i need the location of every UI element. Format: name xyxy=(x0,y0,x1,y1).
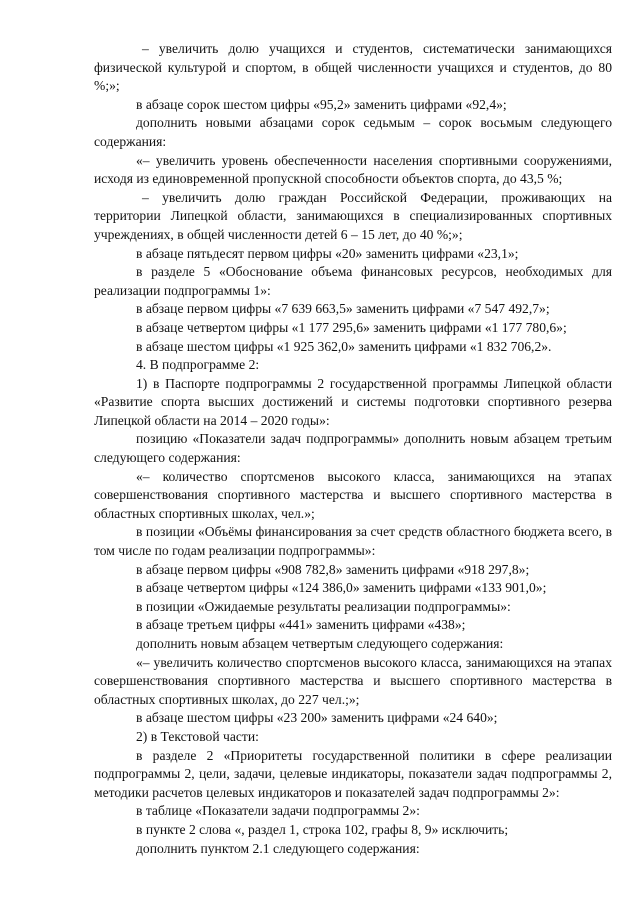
paragraph-first-figures: в абзаце первом цифры «7 639 663,5» заменить цифрами «7 547 492,7»; xyxy=(136,301,550,317)
paragraph-sixth-figures: в абзаце шестом цифры «1 925 362,0» заменить цифрами «1 832 706,2». xyxy=(136,338,552,354)
paragraph-51: в абзаце пятьдесят первом цифры «20» заменить цифрами «23,1»; xyxy=(136,245,519,261)
paragraph-add-47-48: дополнить новыми абзацами сорок седьмым – сорок восьмым следующего содержания: xyxy=(94,115,612,149)
paragraph-children-share: – увеличить долю граждан Российской Федерации, проживающих на территории Липецкой области, занимающихся в специализированных спортивных учреждениях, в общей численности детей 6 – 15 лет, до 40 %;»; xyxy=(94,189,612,242)
paragraph-funding-first: в абзаце первом цифры «908 782,8» заменить цифрами «918 297,8»; xyxy=(136,561,530,577)
paragraph-section-5: в разделе 5 «Обоснование объема финансовых ресурсов, необходимых для реализации подпрограммы 1»: xyxy=(94,264,612,298)
paragraph-funding-fourth: в абзаце четвертом цифры «124 386,0» заменить цифрами «133 901,0»; xyxy=(136,580,547,596)
paragraph-sports-facilities: «– увеличить уровень обеспеченности населения спортивными сооружениями, исходя из единовременной пропускной способности объектов спорта, до 43,5 %; xyxy=(94,152,612,187)
paragraph-add-fourth: дополнить новым абзацем четвертым следующего содержания: xyxy=(136,636,504,651)
paragraph-expected-results: в позиции «Ожидаемые результаты реализации подпрограммы»: xyxy=(136,598,511,614)
paragraph-section-2: в разделе 2 «Приоритеты государственной политики в сфере реализации подпрограммы 2, цели, задачи, целевые индикаторы, показатели задач подпрограммы 2, методики расчетов целевых индикаторов и показателей задач подпрограммы 2»: xyxy=(94,747,612,800)
paragraph-table-indicators: в таблице «Показатели задачи подпрограммы 2»: xyxy=(136,803,420,819)
paragraph-item-2: в пункте 2 слова «, раздел 1, строка 102, графы 8, 9» исключить; xyxy=(136,821,509,837)
paragraph-funding-position: в позиции «Объёмы финансирования за счет средств областного бюджета всего, в том числе по годам реализации подпрограммы»: xyxy=(94,524,612,559)
paragraph-item-2-1: дополнить пунктом 2.1 следующего содержания: xyxy=(136,840,420,856)
paragraph-indicators-position: позицию «Показатели задач подпрограммы» дополнить новым абзацем третьим следующего содержания: xyxy=(94,431,612,466)
paragraph-46: в абзаце сорок шестом цифры «95,2» заменить цифрами «92,4»; xyxy=(136,96,507,112)
paragraph-sixth-23200: в абзаце шестом цифры «23 200» заменить цифрами «24 640»; xyxy=(136,710,498,726)
heading-text-part: 2) в Текстовой части: xyxy=(136,728,259,744)
paragraph-increase-students-share: – увеличить долю учащихся и студентов, систематически занимающихся физической культурой и спортом, в общей численности учащихся и студентов, до 80 %;»; xyxy=(94,41,612,94)
paragraph-athletes-count: «– количество спортсменов высокого класса, занимающихся на этапах совершенствования спортивного мастерства и высшего спортивного мастерства в областных спортивных школах, чел.»; xyxy=(94,468,612,521)
document-page xyxy=(94,40,612,858)
paragraph-third-figures: в абзаце третьем цифры «441» заменить цифрами «438»; xyxy=(136,617,466,633)
heading-subprogram-2: 4. В подпрограмме 2: xyxy=(136,357,260,373)
paragraph-fourth-figures: в абзаце четвертом цифры «1 177 295,6» заменить цифрами «1 177 780,6»; xyxy=(136,319,567,335)
paragraph-passport: 1) в Паспорте подпрограммы 2 государственной программы Липецкой области «Развитие спорта высших достижений и системы подготовки спортивного резерва Липецкой области на 2014 – 2020 годы»: xyxy=(94,375,612,428)
paragraph-athletes-increase: «– увеличить количество спортсменов высокого класса, занимающихся на этапах совершенствования спортивного мастерства и высшего спортивного мастерства в областных спортивных школах, до 227 чел.;»; xyxy=(94,654,612,707)
